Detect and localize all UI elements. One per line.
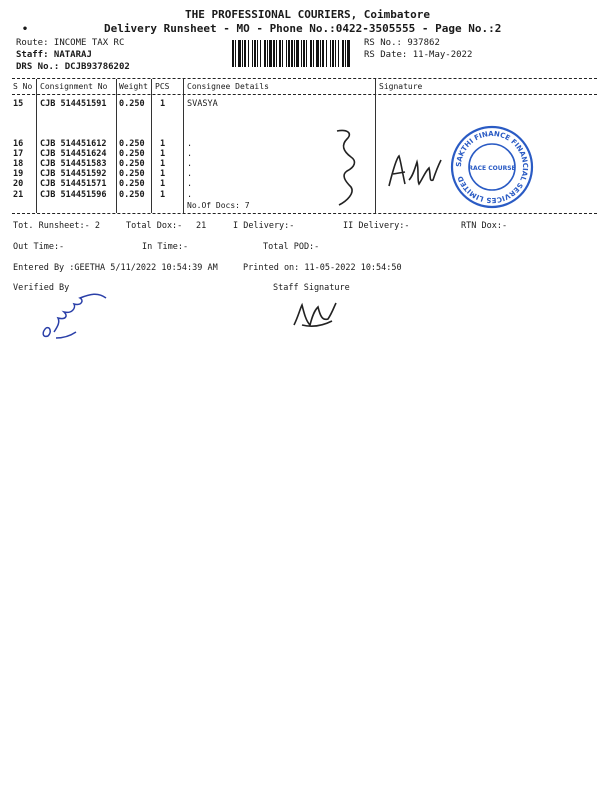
row-weight: 0.250	[119, 99, 145, 109]
barcode-bar	[310, 40, 312, 67]
barcode-bar	[347, 40, 350, 67]
barcode-bar	[316, 40, 319, 67]
row-pcs: 1	[160, 159, 166, 169]
row-pcs: 1	[160, 149, 166, 159]
column-divider	[116, 79, 117, 213]
col-header-weight: Weight	[119, 82, 148, 91]
company-stamp	[450, 125, 534, 209]
row-weight: 0.250	[119, 179, 145, 189]
barcode-bar	[330, 40, 331, 67]
table-bottom-rule	[12, 213, 597, 214]
row-consignment: CJB 514451612	[40, 139, 107, 149]
row-consignee: .	[187, 139, 193, 149]
row-consignee: SVASYA	[187, 99, 218, 109]
table-header-rule	[12, 94, 597, 95]
total-pod: Total POD:-	[263, 242, 320, 252]
no-of-docs: No.Of Docs: 7	[187, 201, 250, 210]
drs-number: DRS No.: DCJB93786202	[16, 62, 130, 72]
barcode-bar	[301, 40, 302, 67]
row-weight: 0.250	[119, 139, 145, 149]
row-sno: 15	[13, 99, 24, 109]
barcode-bar	[252, 40, 253, 67]
barcode-bar	[335, 40, 336, 67]
barcode-bar	[332, 40, 334, 67]
row-sno: 18	[13, 159, 24, 169]
barcode-bar	[322, 40, 324, 67]
total-dox-label: Total Dox:-	[126, 221, 183, 231]
barcode-bar	[306, 40, 307, 67]
barcode-bar	[260, 40, 261, 67]
row-pcs: 1	[160, 169, 166, 179]
runsheet-title: Delivery Runsheet - MO - Phone No.:0422-3505555 - Page No.:2	[104, 22, 502, 35]
column-divider	[183, 79, 184, 213]
barcode-bar	[296, 40, 299, 67]
barcode-bar	[326, 40, 327, 67]
row-consignment: CJB 514451571	[40, 179, 107, 189]
row-consignment: CJB 514451592	[40, 169, 107, 179]
col-header-sno: S No	[13, 82, 33, 91]
barcode-bar	[257, 40, 258, 67]
consignee-signature	[385, 150, 445, 195]
row-consignment: CJB 514451624	[40, 149, 107, 159]
column-divider	[375, 79, 376, 213]
barcode-bar	[264, 40, 266, 67]
barcode-bar	[242, 40, 243, 67]
barcode-bar	[288, 40, 290, 67]
row-consignee: .	[187, 159, 193, 169]
barcode-bar	[279, 40, 281, 67]
column-divider	[151, 79, 152, 213]
row-consignee: .	[187, 169, 193, 179]
row-consignee: .	[187, 179, 193, 189]
staff-signature-label: Staff Signature	[273, 283, 350, 293]
row-sno: 17	[13, 149, 24, 159]
barcode-bar	[267, 40, 268, 67]
barcode-bar	[282, 40, 283, 67]
verified-by-label: Verified By	[13, 283, 70, 293]
staff-signature	[288, 295, 340, 333]
col-header-pcs: PCS	[155, 82, 170, 91]
route-label: Route: INCOME TAX RC	[16, 38, 125, 48]
row-sno: 21	[13, 190, 24, 200]
barcode-bar	[269, 40, 272, 67]
row-pcs: 1	[160, 190, 166, 200]
rs-date: RS Date: 11-May-2022	[364, 50, 473, 60]
row-consignee: .	[187, 149, 193, 159]
col-header-signature: Signature	[379, 82, 423, 91]
company-name: THE PROFESSIONAL COURIERS, Coimbatore	[185, 8, 431, 21]
row-consignment: CJB 514451591	[40, 99, 107, 109]
barcode-bar	[320, 40, 321, 67]
row-consignment: CJB 514451583	[40, 159, 107, 169]
stamp-ring-text: SAKTHI FINANCE FINANCIAL SERVICES LIMITED	[454, 129, 530, 205]
row-pcs: 1	[160, 179, 166, 189]
printed-on: Printed on: 11-05-2022 10:54:50	[243, 263, 402, 273]
barcode-bar	[345, 40, 346, 67]
handwritten-brace	[325, 125, 365, 215]
row-weight: 0.250	[119, 169, 145, 179]
row-weight: 0.250	[119, 159, 145, 169]
barcode-bar	[238, 40, 241, 67]
barcode-bar	[254, 40, 256, 67]
i-delivery: I Delivery:-	[233, 221, 295, 231]
barcode-bar	[342, 40, 344, 67]
barcode-bar	[273, 40, 275, 67]
barcode-bar	[294, 40, 295, 67]
table-top-rule	[12, 78, 597, 79]
row-consignee: .	[187, 190, 193, 200]
row-consignment: CJB 514451596	[40, 190, 107, 200]
ii-delivery: II Delivery:-	[343, 221, 410, 231]
verifier-signature	[36, 288, 116, 344]
barcode-bar	[248, 40, 249, 67]
rs-number: RS No.: 937862	[364, 38, 440, 48]
barcode-bar	[286, 40, 287, 67]
barcode-bar	[313, 40, 314, 67]
column-divider	[36, 79, 37, 213]
col-header-consignee: Consignee Details	[187, 82, 269, 91]
barcode-bar	[338, 40, 339, 67]
rtn-dox: RTN Dox:-	[461, 221, 508, 231]
barcode-bar	[291, 40, 293, 67]
barcode-bar	[235, 40, 236, 67]
out-time: Out Time:-	[13, 242, 65, 252]
stamp-center-text: RACE COURSE	[468, 165, 516, 172]
total-dox-value: 21	[196, 221, 207, 231]
row-weight: 0.250	[119, 190, 145, 200]
row-weight: 0.250	[119, 149, 145, 159]
row-pcs: 1	[160, 99, 166, 109]
bullet-mark: •	[22, 24, 29, 35]
staff-label: Staff: NATARAJ	[16, 50, 92, 60]
barcode-bar	[276, 40, 277, 67]
entered-by: Entered By :GEETHA 5/11/2022 10:54:39 AM	[13, 263, 218, 273]
row-sno: 19	[13, 169, 24, 179]
barcode-bar	[244, 40, 246, 67]
tot-runsheet: Tot. Runsheet:- 2	[13, 221, 100, 231]
in-time: In Time:-	[142, 242, 189, 252]
row-sno: 16	[13, 139, 24, 149]
row-sno: 20	[13, 179, 24, 189]
barcode-bar	[303, 40, 305, 67]
barcode-bar	[232, 40, 234, 67]
row-pcs: 1	[160, 139, 166, 149]
col-header-consignment: Consignment No	[40, 82, 108, 91]
barcode	[232, 40, 352, 67]
